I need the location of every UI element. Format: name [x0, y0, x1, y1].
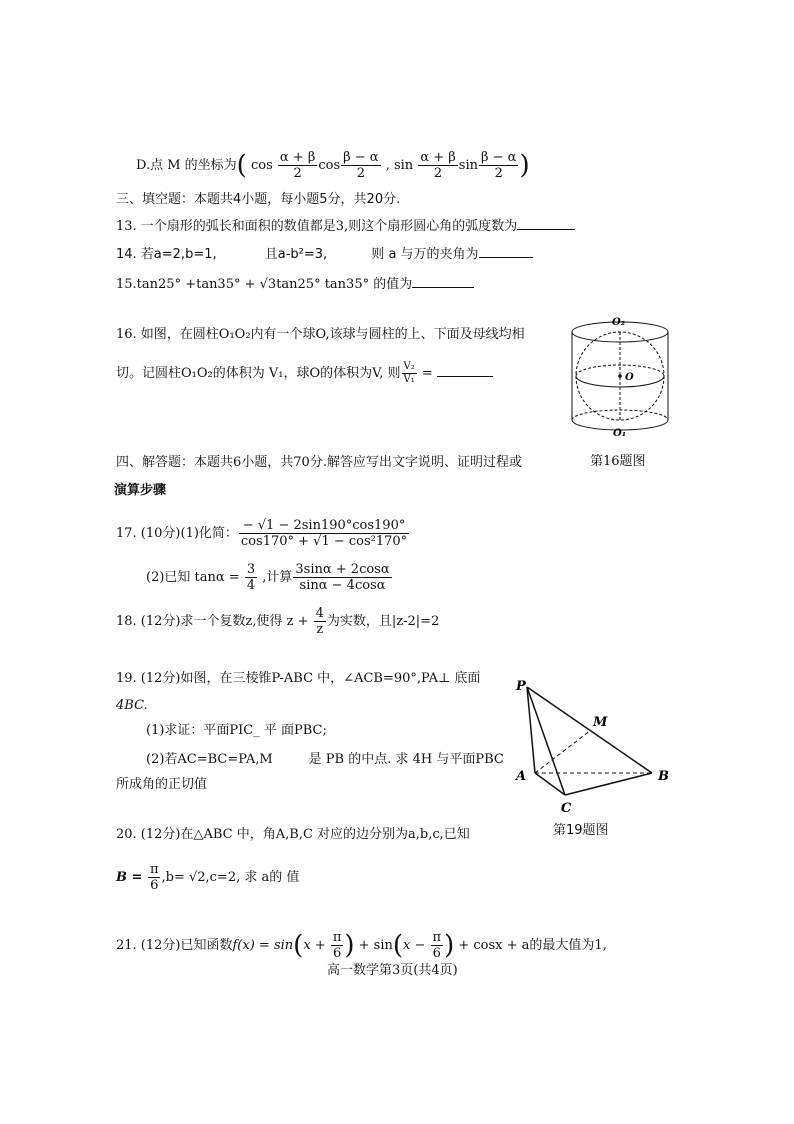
question-17-part1: 17. (10分)(1)化简： $\frac{- √1 - 2\sin 190^\circ\cos 190^\circ}{\text{cos170° + √1 − cos²170°}}$ — [116, 518, 408, 549]
segment-am-hidden — [535, 730, 591, 773]
figure-16-caption: 第16题图 — [590, 454, 646, 469]
fraction: $\frac{\beta - \alpha}{2}$ — [343, 150, 379, 181]
question-19-line1: 19. (12分)如图，在三棱锥P-ABC 中，∠ACB=90°,PA⊥ 底面 — [116, 671, 481, 686]
vertex-b-label: B — [658, 769, 669, 784]
label-o2: O₂ — [612, 317, 626, 328]
fraction: $\frac{\pi}{6}$ — [332, 930, 342, 961]
figure-19-caption: 第19题图 — [553, 823, 609, 838]
edge-cb — [565, 773, 652, 795]
question-19-line2: 4BC. — [116, 698, 148, 713]
figure-19-tetrahedron — [510, 670, 680, 820]
question-20-line1: 20. (12分)在△ABC 中，角A,B,C 对应的边分别为a,b,c,已知 — [116, 827, 470, 842]
label-o: O — [625, 372, 634, 383]
answer-blank — [479, 245, 533, 258]
question-20-line2: B = $\frac{\pi}{6}$ ,b= √2,c=2, 求 a的 值 — [116, 862, 300, 893]
fraction: $\frac{3\sin\alpha + 2\cos\alpha}{\sin\alpha - 4\cos\alpha}$ — [295, 562, 390, 593]
edge-pb — [527, 687, 652, 773]
question-19-part1: (1)求证：平面PIC_ 平 面PBC; — [146, 723, 327, 738]
question-19-part2: (2)若AC=BC=PA,M 是 PB 的中点. 求 4H 与平面PBC — [146, 752, 504, 767]
vertex-a-label: A — [516, 769, 527, 784]
question-18: 18. (12分)求一个复数z,使得 z + $\frac{4}{z}$ 为实数，且|z-2|=2 — [116, 606, 440, 637]
section-heading-answers-line2: 演算步骤 — [114, 483, 167, 498]
answer-blank — [517, 217, 575, 230]
question-19-line5: 所成角的正切值 — [116, 777, 208, 792]
fraction: $\frac{\alpha + \beta}{2}$ — [420, 150, 456, 181]
question-14: 14. 若a=2,b=1, 且a-b²=3, 则 a 与万的夹角为 — [116, 245, 533, 264]
vertex-c-label: C — [561, 801, 572, 816]
vertex-p-label: P — [516, 679, 526, 694]
label-o1: O₁ — [613, 428, 627, 439]
question-15: 15.tan25° +tan35° + √3tan25° tan35° 的值为 — [116, 275, 474, 294]
question-17-part2: (2)已知 tanα = $\frac{3}{4}$ ,计算 $\frac{3\sin\alpha + 2\cos\alpha}{\sin\alpha - 4\cos\alpha}$ — [146, 562, 390, 593]
answer-blank — [412, 275, 474, 288]
answer-blank — [437, 364, 493, 377]
fraction: $\frac{3}{4}$ — [246, 562, 256, 593]
fraction: $\frac{\pi}{6}$ — [432, 930, 442, 961]
option-d: D.点 M 的坐标为( cos $\frac{\alpha + \beta}{2}$ cos $\frac{\beta - \alpha}{2}$ , sin $\frac{\alpha + \beta}{2}$ sin $\frac{\beta - \alpha}{2}$ ) — [136, 150, 530, 181]
question-13: 13. 一个扇形的弧长和面积的数值都是3,则这个扇形圆心角的弧度数为 — [116, 217, 575, 236]
option-d-prefix: D.点 M 的坐标为 — [136, 158, 237, 173]
section-heading-fill-in: 三、填空题：本题共4小题，每小题5分，共20分. — [116, 192, 401, 207]
question-16-line1: 16. 如图，在圆柱O₁O₂内有一个球O,该球与圆柱的上、下面及母线均相 — [116, 327, 525, 342]
section-heading-answers: 四、解答题：本题共6小题，共70分.解答应写出文字说明、证明过程或 — [116, 455, 522, 470]
question-21: 21. (12分)已知函数f(x) = sin(x + $\frac{\pi}{6}$ ) + sin(x − $\frac{\pi}{6}$ ) + cosx + a的最大值为1, — [116, 930, 607, 961]
fraction: $\frac{4}{z}$ — [315, 606, 324, 637]
fraction: $\frac{\pi}{6}$ — [149, 862, 159, 893]
page-footer: 高一数学第3页(共4页) — [327, 963, 458, 978]
fraction: $\frac{\beta - \alpha}{2}$ — [480, 150, 517, 181]
figure-16-cylinder-sphere — [565, 310, 675, 440]
center-point — [618, 374, 622, 378]
vertex-m-label: M — [593, 715, 608, 730]
fraction: $\frac{- √1 - 2\sin 190^\circ\cos 190^\circ}{\text{cos170° + √1 − cos²170°}}$ — [240, 518, 408, 549]
fraction: $\frac{\text{V₂}}{\text{V₁}}$ — [403, 361, 415, 385]
fraction: $\frac{\alpha + \beta}{2}$ — [279, 150, 316, 181]
question-16-line2: 切。记圆柱O₁O₂的体积为 V₁，球O的体积为V, 则 $\frac{\text{V₂}}{\text{V₁}}$ = — [116, 361, 493, 386]
